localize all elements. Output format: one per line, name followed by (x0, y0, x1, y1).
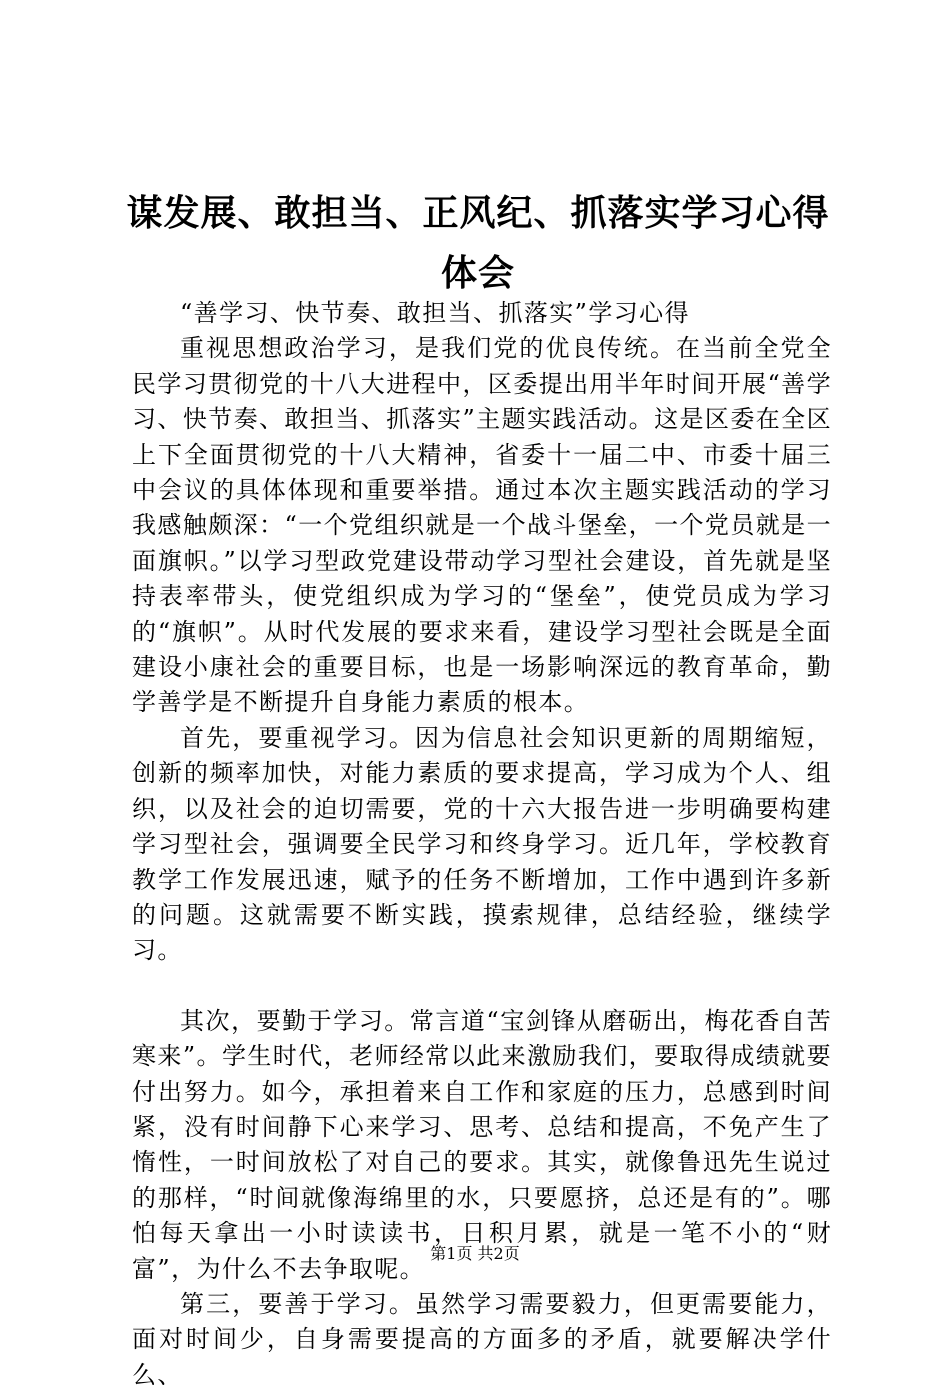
document-title: 谋发展、敢担当、正风纪、抓落实学习心得体会 (126, 193, 830, 295)
subtitle-paragraph: “善学习、快节奏、敢担当、抓落实”学习心得 (180, 299, 690, 327)
body-paragraph-second: 其次，要勤于学习。常言道“宝剑锋从磨砺出，梅花香自苦寒来”。学生时代，老师经常以此来激励我们，要取得成绩就要付出努力。如今，承担着来自工作和家庭的压力，总感到时间紧，没有时间静下心来学习、思考、总结和提高，不免产生了惰性，一时间放松了对自己的要求。其实，就像鲁迅先生说过的那样，“时间就像海绵里的水，只要愿挤，总还是有的”。哪怕每天拿出一小时读读书，日积月累，就是一笔不小的“财富”，为什么不去争取呢。 (132, 1006, 832, 1283)
body-paragraph-first: 首先，要重视学习。因为信息社会知识更新的周期缩短，创新的频率加快，对能力素质的要求提高，学习成为个人、组织，以及社会的迫切需要，党的十六大报告进一步明确要构建学习型社会，强调要全民学习和终身学习。近几年，学校教育教学工作发展迅速，赋予的任务不断增加，工作中遇到许多新的问题。这就需要不断实践，摸索规律，总结经验，继续学习。 (132, 723, 832, 965)
body-paragraph-intro: 重视思想政治学习，是我们党的优良传统。在当前全党全民学习贯彻党的十八大进程中，区委提出用半年时间开展“善学习、快节奏、敢担当、抓落实”主题实践活动。这是区委在全区上下全面贯彻党的十八大精神，省委十一届二中、市委十届三中会议的具体体现和重要举措。通过本次主题实践活动的学习我感触颇深：“一个党组织就是一个战斗堡垒，一个党员就是一面旗帜。”以学习型政党建设带动学习型社会建设，首先就是坚持表率带头，使党组织成为学习的“堡垒”，使党员成为学习的“旗帜”。从时代发展的要求来看，建设学习型社会既是全面建设小康社会的重要目标，也是一场影响深远的教育革命，勤学善学是不断提升自身能力素质的根本。 (132, 334, 832, 717)
body-paragraph-third: 第三，要善于学习。虽然学习需要毅力，但更需要能力，面对时间少，自身需要提高的方面多的矛盾，就要解决学什么、 (132, 1289, 832, 1389)
document-body (132, 296, 832, 1393)
page-number-footer: 第1页 共2页 (430, 1244, 520, 1263)
